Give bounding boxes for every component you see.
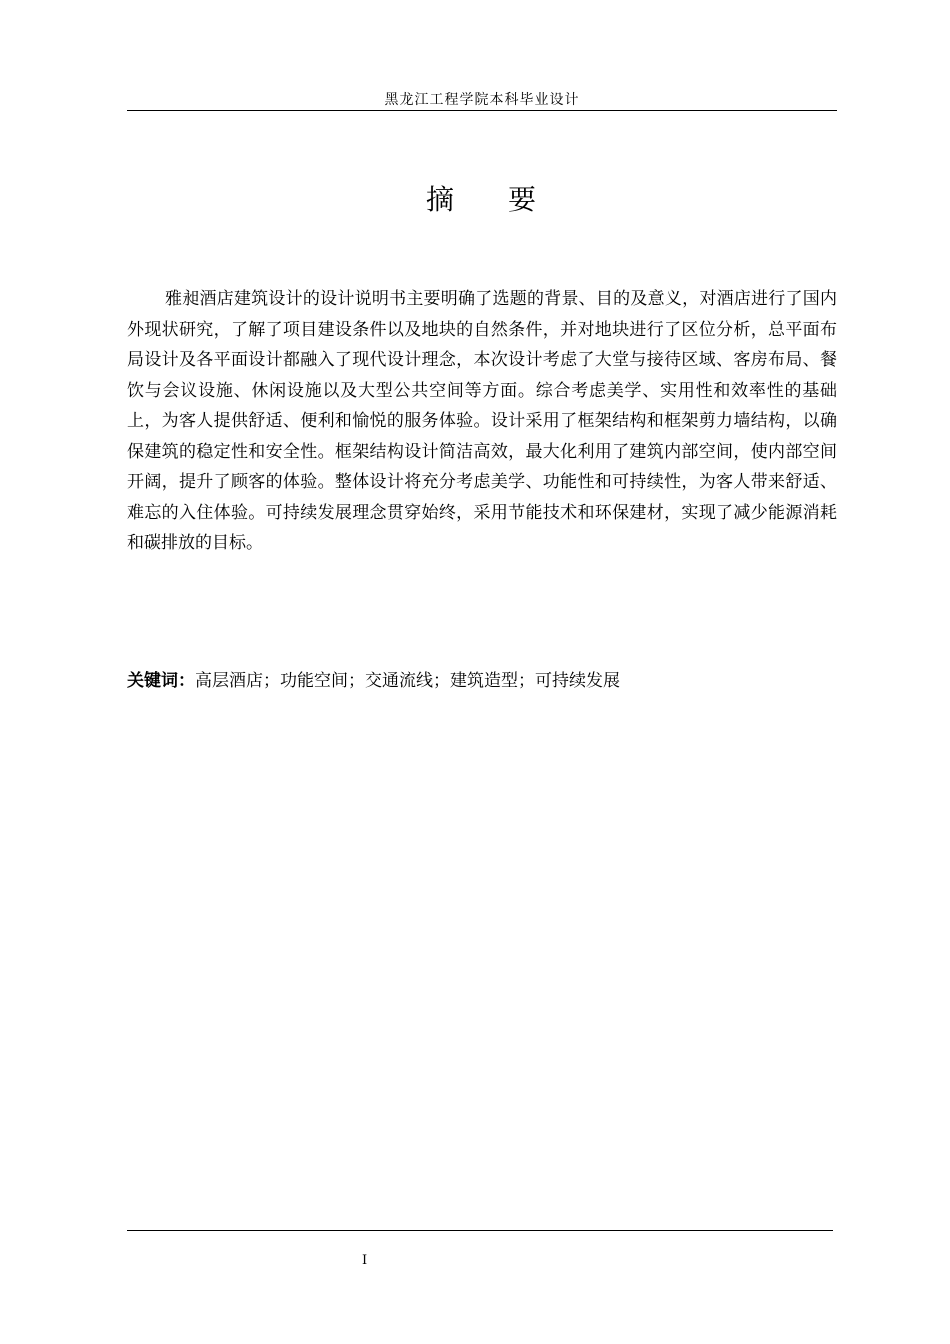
abstract-body: 雅昶酒店建筑设计的设计说明书主要明确了选题的背景、目的及意义，对酒店进行了国内外现状研究，了解了项目建设条件以及地块的自然条件，并对地块进行了区位分析，总平面布局设计及各平面设计都融入了现代设计理念，本次设计考虑了大堂与接待区域、客房布局、餐饮与会议设施、休闲设施以及大型公共空间等方面。综合考虑美学、实用性和效率性的基础上，为客人提供舒适、便利和愉悦的服务体验。设计采用了框架结构和框架剪力墙结构，以确保建筑的稳定性和安全性。框架结构设计简洁高效，最大化利用了建筑内部空间，使内部空间开阔，提升了顾客的体验。整体设计将充分考虑美学、功能性和可持续性，为客人带来舒适、难忘的入住体验。可持续发展理念贯穿始终，采用节能技术和环保建材，实现了减少能源消耗和碳排放的目标。 <box>127 289 837 553</box>
running-header: 黑龙江工程学院本科毕业设计 <box>384 92 580 108</box>
footer-divider <box>127 1230 833 1231</box>
keywords-label: 关键词： <box>127 671 195 691</box>
header-divider <box>127 110 837 111</box>
abstract-title-char-2: 要 <box>508 183 539 216</box>
keywords-list: 高层酒店；功能空间；交通流线；建筑造型；可持续发展 <box>195 671 620 691</box>
abstract-title <box>127 180 837 220</box>
keywords-line <box>127 666 837 696</box>
abstract-title-char-1: 摘 <box>425 183 456 216</box>
page-number: I <box>362 1253 368 1268</box>
